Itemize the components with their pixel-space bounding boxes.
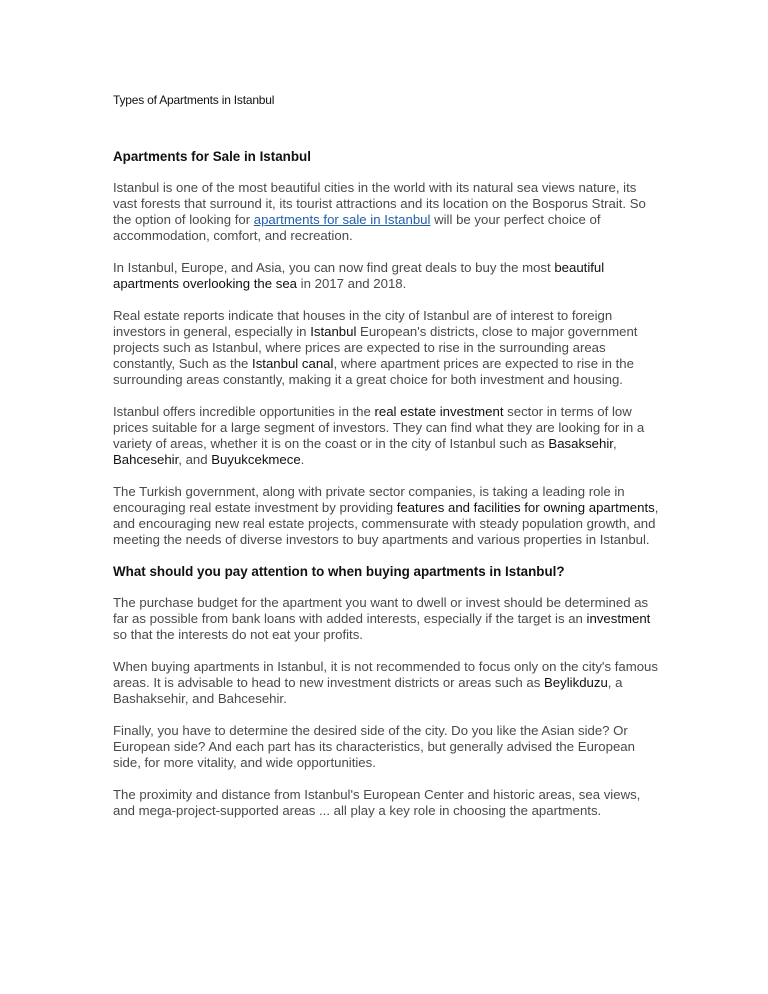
- highlight-sea-view-apartments: beautiful apartments overlooking the sea: [113, 260, 605, 291]
- paragraph-text: The proximity and distance from Istanbul's European Center and historic areas, sea views, and mega-project-supported areas ... all play a key role in choosing the apartments.: [113, 787, 641, 818]
- paragraph-text: in 2017 and 2018.: [297, 276, 407, 291]
- highlight-features-facilities: features and facilities for owning apartments: [396, 500, 655, 515]
- document-title: Types of Apartments in Istanbul: [113, 93, 275, 107]
- paragraph-opportunities: [113, 404, 659, 468]
- paragraph-text: European's districts, close to major government projects such as Istanbul, where prices are expected to rise in the surrounding areas constantly, Such as the: [113, 324, 638, 371]
- document-body: [113, 149, 659, 835]
- paragraph-areas: [113, 659, 659, 707]
- highlight-basaksehir: Basaksehir: [548, 436, 613, 451]
- paragraph-text: The Turkish government, along with private sector companies, is taking a leading role in encouraging real estate investment by providing: [113, 484, 625, 515]
- highlight-investment: investment: [586, 611, 651, 626]
- paragraph-text: , and: [178, 452, 212, 467]
- paragraph-text: so that the interests do not eat your profits.: [113, 627, 363, 642]
- paragraph-proximity: [113, 787, 659, 819]
- paragraph-text: Real estate reports indicate that houses in the city of Istanbul are of interest to foreign investors in general, especially in: [113, 308, 613, 339]
- apartments-for-sale-link[interactable]: apartments for sale in Istanbul: [253, 212, 431, 227]
- paragraph-text: Istanbul offers incredible opportunities in the: [113, 404, 375, 419]
- paragraph-text: .: [300, 452, 305, 467]
- paragraph-text: will be your perfect choice of accommodation, comfort, and recreation.: [113, 212, 601, 243]
- paragraph-text: In Istanbul, Europe, and Asia, you can now find great deals to buy the most: [113, 260, 555, 275]
- paragraph-reports: [113, 308, 659, 388]
- paragraph-text: Finally, you have to determine the desired side of the city. Do you like the Asian side? Or European side? And each part has its characteristics, but generally advised the European side, for more vitality, and wide opportunities.: [113, 723, 635, 770]
- paragraph-budget: [113, 595, 659, 643]
- paragraph-government: [113, 484, 659, 548]
- paragraph-text: sector in terms of low prices suitable for a large segment of investors. They can find what they are looking for in a variety of areas, whether it is on the coast or in the city of Istanbul such as: [113, 404, 645, 451]
- highlight-beylikduzu: Beylikduzu: [544, 675, 608, 690]
- paragraph-text: When buying apartments in Istanbul, it is not recommended to focus only on the city's famous areas. It is advisable to head to new investment districts or areas such as: [113, 659, 658, 690]
- highlight-buyukcekmece: Buyukcekmece: [211, 452, 301, 467]
- paragraph-text: The purchase budget for the apartment you want to dwell or invest should be determined as far as possible from bank loans with added interests, especially if the target is an: [113, 595, 649, 626]
- paragraph-text: ,: [612, 436, 617, 451]
- paragraph-intro: [113, 180, 659, 244]
- paragraph-text: , and encouraging new real estate projects, commensurate with steady population growth, and meeting the needs of diverse investors to buy apartments and various properties in Istanbul.: [113, 500, 659, 547]
- paragraph-city-side: [113, 723, 659, 771]
- highlight-istanbul-canal: Istanbul canal: [252, 356, 334, 371]
- highlight-istanbul: Istanbul: [310, 324, 357, 339]
- section-heading-apartments-for-sale: Apartments for Sale in Istanbul: [113, 149, 311, 164]
- highlight-real-estate-investment: real estate investment: [374, 404, 504, 419]
- highlight-bahcesehir: Bahcesehir: [113, 452, 179, 467]
- paragraph-deals: [113, 260, 659, 292]
- paragraph-text: , where apartment prices are expected to rise in the surrounding areas constantly, making it a great choice for both investment and housing.: [113, 356, 634, 387]
- paragraph-text: Istanbul is one of the most beautiful cities in the world with its natural sea views nature, its vast forests that surround it, its tourist attractions and its location on the Bosporus Strait. So the option of looking for: [113, 180, 646, 227]
- paragraph-text: , a Bashaksehir, and Bahcesehir.: [113, 675, 623, 706]
- section-heading-buying-tips: What should you pay attention to when buying apartments in Istanbul?: [113, 564, 565, 579]
